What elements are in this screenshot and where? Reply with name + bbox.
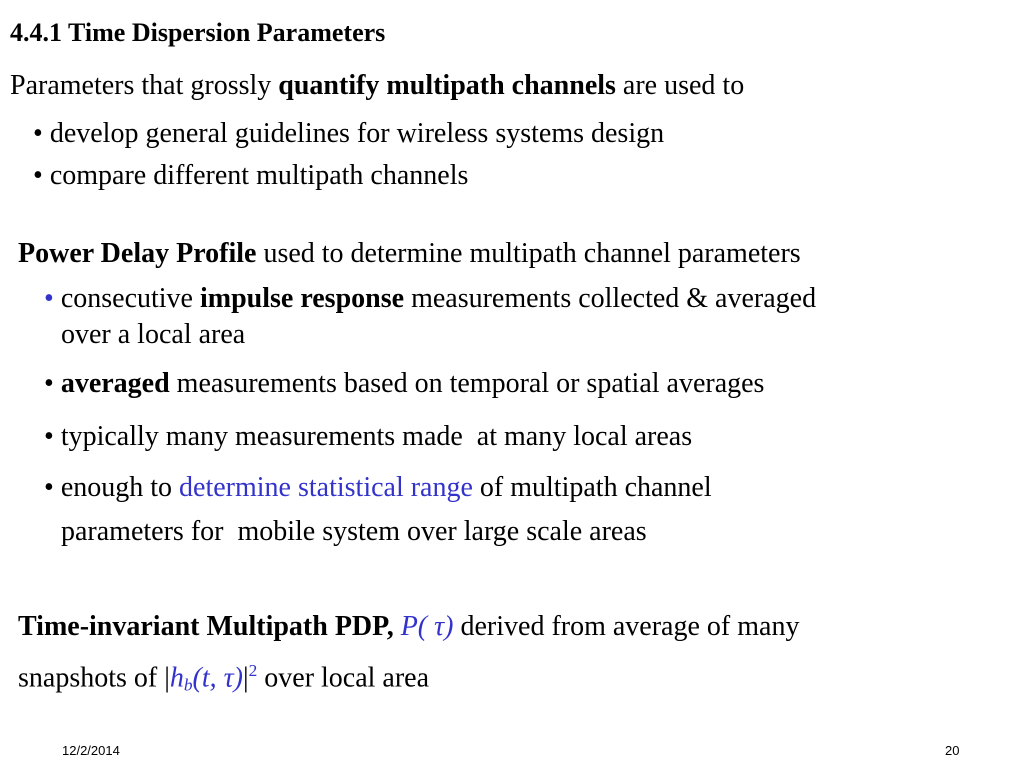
pdp-heading-rest: used to determine multipath channel parameters [256,238,801,269]
pdp-heading-line [18,238,801,270]
pdp-bullet-4-continuation: parameters for mobile system over large scale areas [61,516,647,547]
snapshots-text: snapshots of | [18,662,170,694]
time-invariant-line-1 [18,611,799,643]
bullet-marker: • [33,160,43,191]
intro-text-end: are used to [615,70,745,101]
bullet-marker: • [44,472,54,503]
intro-bullet-2 [33,160,468,192]
pdp-bullet-3 [44,421,692,453]
intro-bullet-1 [33,118,664,150]
bullet-marker: • [33,118,43,149]
power-superscript: 2 [248,661,258,680]
pdp-bullet-text: enough to [60,472,180,503]
time-invariant-heading: Time-invariant Multipath PDP, [18,611,394,642]
pdp-bullet-1 [44,283,816,315]
snapshots-text-end: over local area [257,662,430,694]
abs-bar: | [242,662,249,694]
bullet-marker: • [44,368,54,399]
intro-text: Parameters that grossly [10,70,279,101]
intro-line [10,70,744,102]
pdp-bullet-text: typically many measurements made at many local areas [60,421,693,452]
footer-date: 12/2/2014 [62,743,120,758]
pdp-bullet-2 [44,368,764,400]
time-invariant-rest: derived from average of many [453,611,800,642]
intro-bullet-text: compare different multipath channels [49,160,469,191]
pdp-bullet-text-end: measurements collected & averaged [404,283,817,314]
intro-bullet-text: develop general guidelines for wireless systems design [49,118,665,149]
impulse-args: (t, τ) [192,662,243,694]
pdp-heading: Power Delay Profile [18,238,257,269]
pdp-bullet-text-end: of multipath channel [472,472,712,503]
pdp-symbol: P( τ) [393,611,454,642]
pdp-bullet-text: consecutive [60,283,200,314]
page-number: 20 [945,743,960,758]
pdp-bullet-1-continuation: over a local area [61,319,246,350]
impulse-subscript: b [183,675,193,695]
intro-emphasis: quantify multipath channels [278,70,616,101]
pdp-bullet-emphasis: averaged [60,368,170,399]
impulse-symbol: h [169,662,184,694]
pdp-bullet-4 [44,472,712,504]
slide-title: 4.4.1 Time Dispersion Parameters [10,18,386,47]
bullet-marker: • [44,421,54,452]
time-invariant-line-2 [18,655,429,702]
bullet-marker: • [44,283,54,314]
pdp-bullet-highlight: determine statistical range [179,472,473,503]
pdp-bullet-emphasis: impulse response [199,283,405,314]
pdp-bullet-text-end: measurements based on temporal or spatial averages [169,368,765,399]
